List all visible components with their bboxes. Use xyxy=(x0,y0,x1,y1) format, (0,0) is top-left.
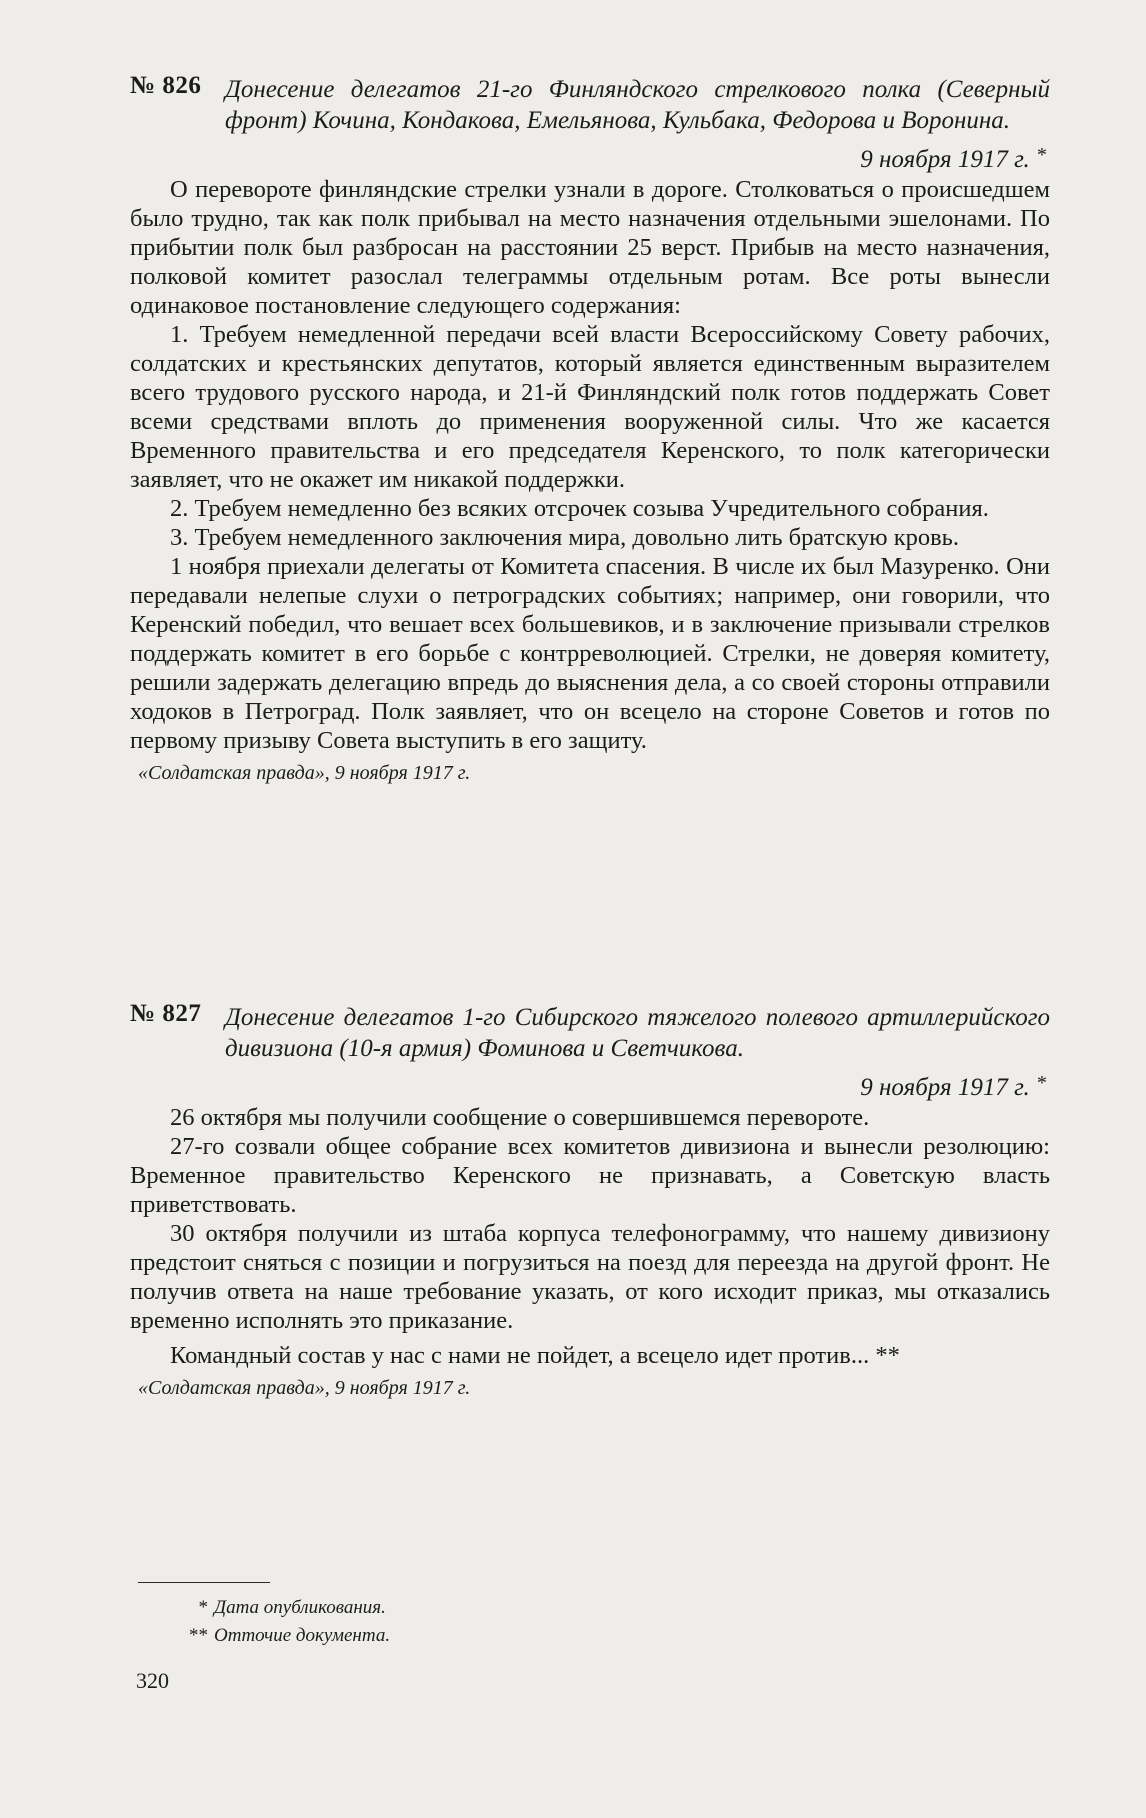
paragraph: 3. Требуем немедленного заключения мира, довольно лить братскую кровь. xyxy=(170,524,959,551)
footnote-mark: ** xyxy=(189,1625,208,1646)
footnote-divider xyxy=(138,1582,270,1583)
document-number: № 826 xyxy=(130,72,202,99)
footnote xyxy=(180,1594,390,1622)
paragraph: 1. Требуем немедленной передачи всей власти Всероссийскому Совету рабочих, солдатских и крестьянских депутатов, который является единственным выразителем всего трудового русского народа, и 21-й Финляндский полк готов поддержать Совет всеми средствами вплоть до применения вооруженной силы. Что же касается Временного правительства и его председателя Керенского, то полк категорически заявляет, что не окажет им никакой поддержки. xyxy=(130,321,1050,493)
footnote xyxy=(180,1622,390,1650)
paragraph: 30 октября получили из штаба корпуса телефонограмму, что нашему дивизиону предстоит сняться с позиции и погрузиться на поезд для переезда на другой фронт. Не получив ответа на наше требование указать, от кого исходит приказ, мы отказались временно исполнять это приказание. xyxy=(130,1220,1050,1334)
date-text: 9 ноября 1917 г. xyxy=(860,1074,1030,1101)
document-826 xyxy=(130,72,1050,787)
footnote-text: Отточие документа. xyxy=(214,1625,391,1646)
source-citation: «Солдатская правда», 9 ноября 1917 г. xyxy=(138,762,471,784)
footnotes xyxy=(180,1594,390,1650)
document-number: № 827 xyxy=(130,1000,202,1027)
date-footnote-mark: * xyxy=(1036,1072,1046,1094)
document-heading: Донесение делегатов 21-го Финляндского стрелкового полка (Северный фронт) Кочина, Кондакова, Емельянова, Кульбака, Федорова и Воронина. xyxy=(225,76,1050,134)
date-text: 9 ноября 1917 г. xyxy=(860,146,1030,173)
date-footnote-mark: * xyxy=(1036,144,1046,166)
paragraph: 26 октября мы получили сообщение о совершившемся перевороте. xyxy=(170,1104,870,1131)
paragraph: 1 ноября приехали делегаты от Комитета спасения. В числе их был Мазуренко. Они передавали нелепые слухи о петроградских событиях; например, они говорили, что Керенский победил, что вешает всех большевиков, и в заключение призывали стрелков поддержать комитет в его борьбе с контрреволюцией. Стрелки, не доверяя комитету, решили задержать делегацию впредь до выяснения дела, а со своей стороны отправили ходоков в Петроград. Полк заявляет, что он всецело на стороне Советов и готов по первому призыву Совета выступить в его защиту. xyxy=(130,553,1050,754)
paragraph: 27-го созвали общее собрание всех комитетов дивизиона и вынесли резолюцию: Временное правительство Керенского не признавать, а Советскую власть приветствовать. xyxy=(130,1133,1050,1218)
paragraph: Командный состав у нас с нами не пойдет, а всецело идет против... ** xyxy=(170,1342,900,1369)
document-827 xyxy=(130,1000,1050,1402)
source-citation: «Солдатская правда», 9 ноября 1917 г. xyxy=(138,1377,471,1399)
document-heading: Донесение делегатов 1-го Сибирского тяжелого полевого артиллерийского дивизиона (10-я армия) Фоминова и Светчикова. xyxy=(225,1004,1050,1062)
footnote-mark: * xyxy=(198,1597,208,1618)
footnote-text: Дата опубликования. xyxy=(214,1597,386,1618)
paragraph: 2. Требуем немедленно без всяких отсрочек созыва Учредительного собрания. xyxy=(170,495,989,522)
document-date xyxy=(130,1068,1050,1103)
document-date xyxy=(130,140,1050,175)
page-number: 320 xyxy=(136,1668,169,1693)
paragraph: О перевороте финляндские стрелки узнали в дороге. Столковаться о происшедшем было трудно, так как полк прибывал на место назначения отдельными эшелонами. По прибытии полк был разбросан на расстоянии 25 верст. Прибыв на место назначения, полковой комитет разослал телеграммы отдельным ротам. Все роты вынесли одинаковое постановление следующего содержания: xyxy=(130,176,1050,319)
